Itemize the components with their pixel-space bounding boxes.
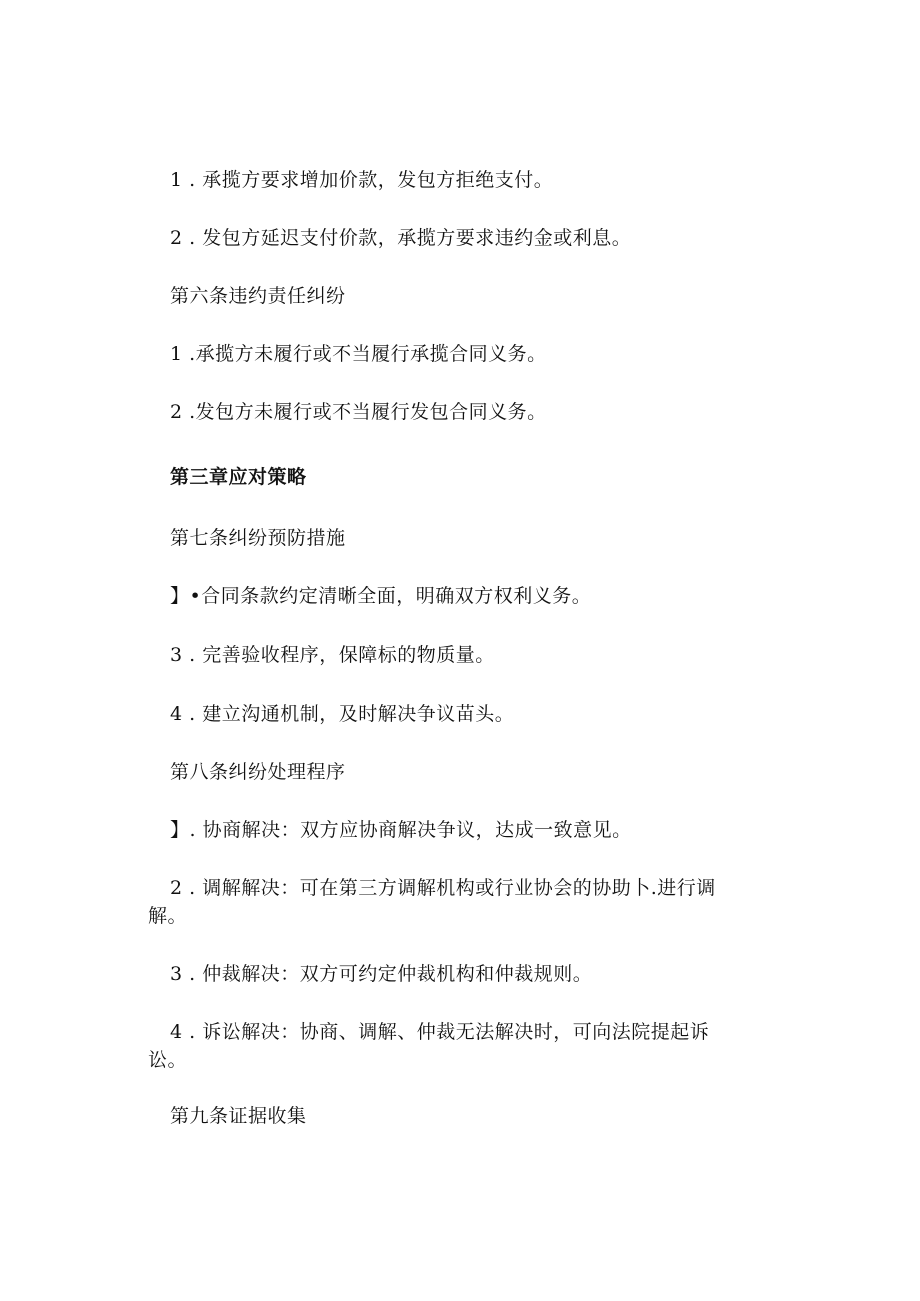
article-7-heading: 第七条纠纷预防措施 [170, 527, 346, 549]
article-9-heading: 第九条证据收集 [170, 1105, 307, 1127]
clause-8-item-1: 】. 协商解决：双方应协商解决争议，达成一致意见。 [170, 819, 632, 841]
chapter-3-heading: 第三章应对策略 [170, 466, 307, 488]
clause-6-item-2: 2 .发包方未履行或不当履行发包合同义务。 [170, 401, 547, 423]
clause-5-item-1: 1 . 承揽方要求增加价款，发包方拒绝支付。 [170, 169, 554, 191]
clause-8-item-2-text: 2 . 调解解决：可在第三方调解机构或行业协会的协助卜.进行调解。 [148, 877, 716, 927]
clause-8-item-4 [148, 1018, 748, 1074]
clause-5-item-2: 2 . 发包方延迟支付价款，承揽方要求违约金或利息。 [170, 227, 632, 249]
clause-8-item-3: 3 . 仲裁解决：双方可约定仲裁机构和仲裁规则。 [170, 963, 593, 985]
clause-7-item-4: 4 . 建立沟通机制，及时解决争议苗头。 [170, 703, 515, 725]
clause-7-item-3: 3 . 完善验收程序，保障标的物质量。 [170, 644, 495, 666]
article-8-heading: 第八条纠纷处理程序 [170, 761, 346, 783]
clause-7-item-1: 】•合同条款约定清晰全面，明确双方权利义务。 [170, 585, 592, 607]
clause-6-item-1: 1 .承揽方未履行或不当履行承揽合同义务。 [170, 343, 547, 365]
clause-8-item-4-text: 4 . 诉讼解决：协商、调解、仲裁无法解决时，可向法院提起诉讼。 [148, 1021, 710, 1071]
article-6-heading: 第六条违约责任纠纷 [170, 285, 346, 307]
clause-8-item-2 [148, 874, 748, 930]
